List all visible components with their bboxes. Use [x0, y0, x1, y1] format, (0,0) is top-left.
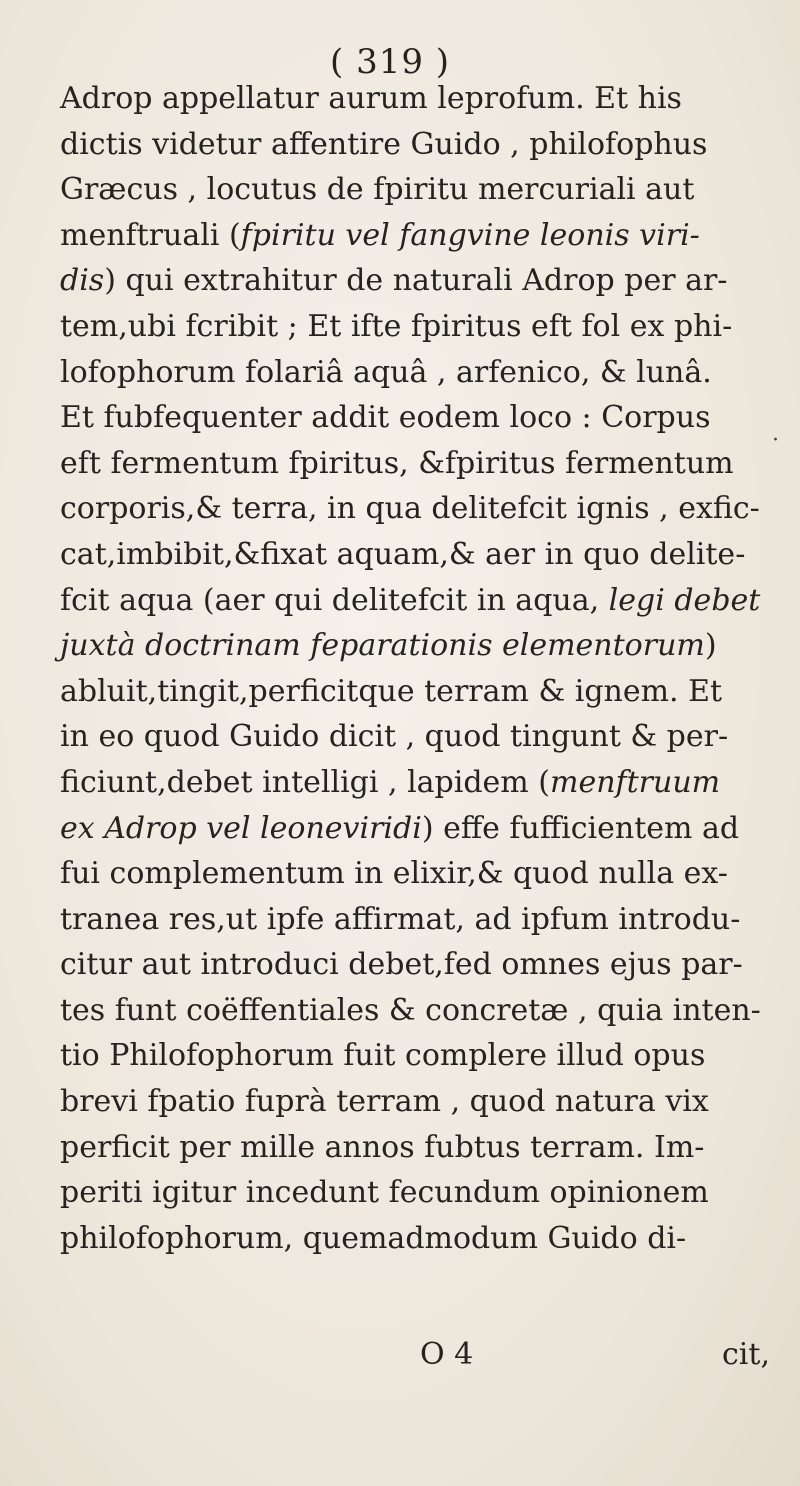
text-line: [60, 623, 790, 669]
text-span: ) qui extrahitur de naturali Adrop per ar-: [104, 263, 728, 299]
text-span: lofophorum folariâ aquâ , arfenico, & lunâ.: [60, 354, 712, 390]
text-span: ficiunt,debet intelligi , lapidem (: [60, 764, 550, 800]
text-line: [60, 760, 790, 806]
text-span: dictis videtur affentire Guido , philofophus: [60, 126, 708, 162]
text-line: [60, 1216, 790, 1262]
text-span: ): [704, 628, 717, 664]
text-line: [60, 395, 790, 441]
text-span: tem,ubi fcribit ; Et ifte fpiritus eft fol ex phi-: [60, 308, 733, 344]
text-line: [60, 1033, 790, 1079]
italic-text-span: ex Adrop vel leoneviridi: [60, 810, 422, 846]
text-span: philofophorum, quemadmodum Guido di-: [60, 1220, 687, 1256]
text-span: brevi fpatio fuprà terram , quod natura vix: [60, 1084, 709, 1120]
text-span: cat,imbibit,&fixat aquam,& aer in quo delite-: [60, 536, 746, 572]
text-span: perficit per mille annos fubtus terram. Im-: [60, 1129, 705, 1165]
page-footer: [0, 1335, 800, 1375]
text-span: fui complementum in elixir,& quod nulla ex-: [60, 856, 728, 892]
text-span: Et fubfequenter addit eodem loco : Corpus: [60, 400, 711, 436]
signature-mark: O 4: [420, 1337, 474, 1372]
page-number: ( 319 ): [330, 42, 451, 82]
text-span: fcit aqua (aer qui delitefcit in aqua,: [60, 582, 609, 618]
text-line: [60, 1170, 790, 1216]
body-text: [60, 76, 790, 1261]
text-line: [60, 350, 790, 396]
text-span: periti igitur incedunt fecundum opinionem: [60, 1175, 709, 1211]
text-line: [60, 669, 790, 715]
text-span: ) effe fufficientem ad: [421, 810, 740, 846]
catchword: cit,: [722, 1337, 770, 1372]
text-line: [60, 213, 790, 259]
text-line: [60, 714, 790, 760]
text-line: [60, 167, 790, 213]
text-span: tranea res,ut ipfe affirmat, ad ipfum introdu-: [60, 901, 741, 937]
text-line: [60, 76, 790, 122]
text-line: [60, 304, 790, 350]
text-line: [60, 258, 790, 304]
text-line: [60, 897, 790, 943]
italic-text-span: menftruum: [550, 764, 721, 800]
text-line: [60, 806, 790, 852]
italic-text-span: fpiritu vel fangvine leonis viri-: [240, 217, 700, 253]
text-span: tio Philofophorum fuit complere illud opus: [60, 1038, 706, 1074]
text-line: [60, 441, 790, 487]
text-span: citur aut introduci debet,fed omnes ejus par-: [60, 947, 743, 983]
text-line: [60, 578, 790, 624]
italic-text-span: legi debet: [608, 582, 761, 618]
text-line: [60, 486, 790, 532]
text-line: [60, 988, 790, 1034]
text-line: [60, 122, 790, 168]
italic-text-span: dis: [60, 263, 105, 299]
text-span: in eo quod Guido dicit , quod tingunt & per-: [60, 719, 729, 755]
text-span: Græcus , locutus de fpiritu mercuriali aut: [60, 172, 695, 208]
margin-mark: ·: [772, 428, 779, 453]
text-span: tes funt coëffentiales & concretæ , quia inten-: [60, 992, 761, 1028]
text-line: [60, 1079, 790, 1125]
text-span: Adrop appellatur aurum leprofum. Et his: [60, 81, 682, 116]
text-span: corporis,& terra, in qua delitefcit ignis , exfic-: [60, 491, 760, 527]
italic-text-span: juxtà doctrinam feparationis elementorum: [60, 628, 705, 664]
text-span: abluit,tingit,perficitque terram & ignem. Et: [60, 673, 723, 709]
text-span: menftruali (: [60, 217, 241, 253]
text-line: [60, 532, 790, 578]
text-line: [60, 1125, 790, 1171]
text-line: [60, 851, 790, 897]
text-line: [60, 942, 790, 988]
text-span: eft fermentum fpiritus, &fpiritus fermentum: [60, 445, 734, 481]
